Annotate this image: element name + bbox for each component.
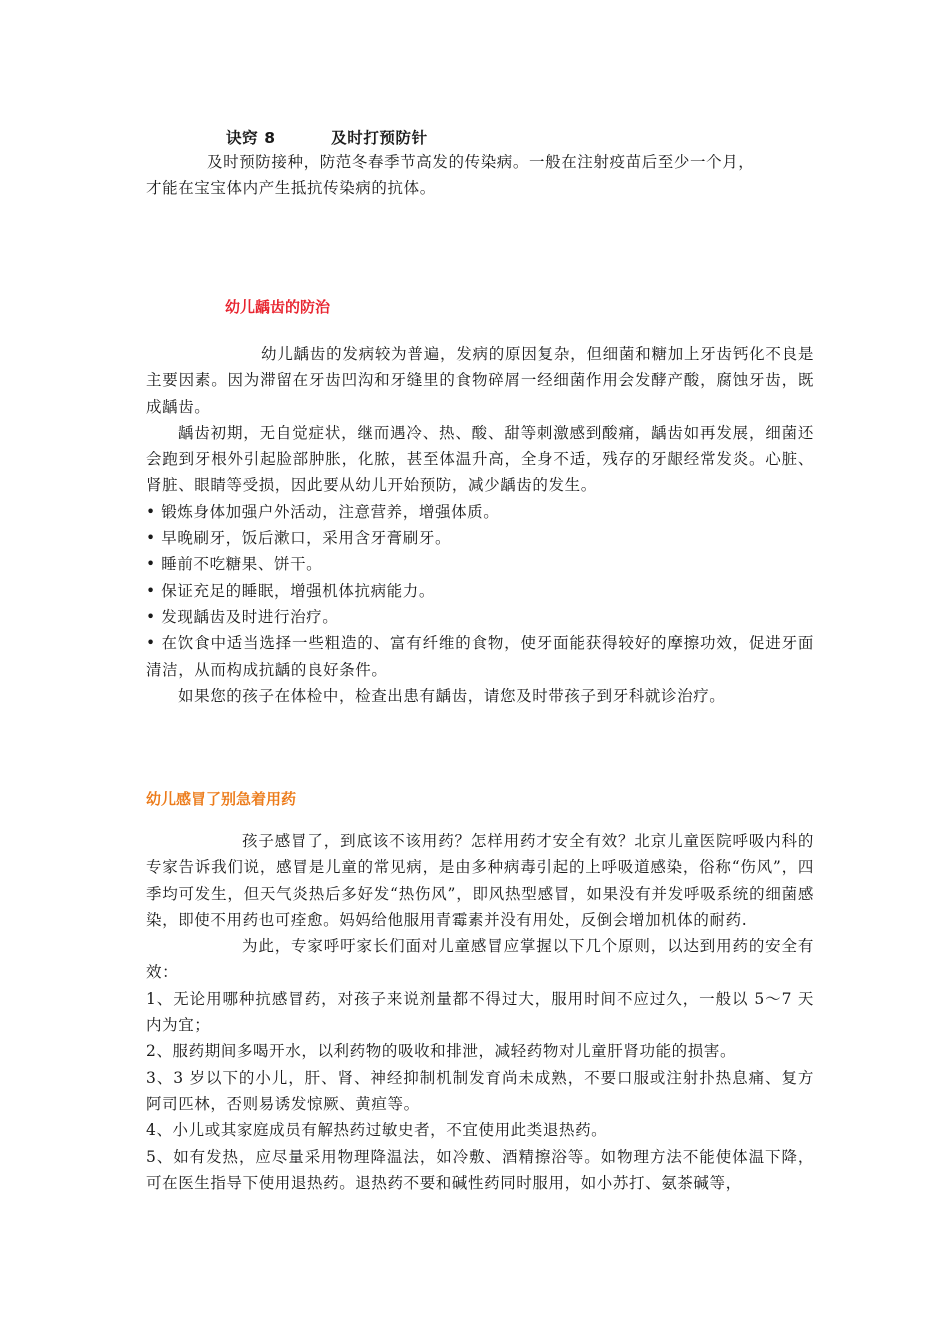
caries-bullet: • 发现龋齿及时进行治疗。 <box>146 607 339 626</box>
tip8-text-line2: 才能在宝宝体内产生抵抗传染病的抗体。 <box>146 179 436 197</box>
cold-body <box>146 828 814 1196</box>
cold-para1: 孩子感冒了，到底该不该用药？怎样用药才安全有效？北京儿童医院呼吸内科的专家告诉我们说，感冒是儿童的常见病，是由多种病毒引起的上呼吸道感染，俗称“伤风”，四季均可发生，但天气炎热后多好发“热伤风”，即风热型感冒，如果没有并发呼吸系统的细菌感染，即使不用药也可痊愈。妈妈给他服用青霉素并没有用处，反倒会增加机体的耐药. <box>146 832 814 929</box>
tip8-title: 及时打预防针 <box>331 129 428 147</box>
caries-heading: 幼儿龋齿的防治 <box>225 298 331 316</box>
tip8-heading <box>226 128 428 148</box>
caries-bullet: • 锻炼身体加强户外活动，注意营养，增强体质。 <box>146 502 500 521</box>
cold-item: 4、小儿或其家庭成员有解热药过敏史者，不宜使用此类退热药。 <box>146 1121 608 1140</box>
caries-bullet: • 在饮食中适当选择一些粗造的、富有纤维的食物，使牙面能获得较好的摩擦功效，促进牙面清洁，从而构成抗龋的良好条件。 <box>146 634 814 679</box>
caries-para1: 幼儿龋齿的发病较为普遍，发病的原因复杂，但细菌和糖加上牙齿钙化不良是主要因素。因为滞留在牙齿凹沟和牙缝里的食物碎屑一经细菌作用会发酵产酸，腐蚀牙齿，既成龋齿。 <box>146 345 814 416</box>
cold-item: 1、无论用哪种抗感冒药，对孩子来说剂量都不得过大，服用时间不应过久，一般以 5～7 天内为宜； <box>146 989 814 1035</box>
cold-item: 3、3 岁以下的小儿，肝、肾、神经抑制机制发育尚未成熟，不要口服或注射扑热息痛、复方阿司匹林，否则易诱发惊厥、黄疸等。 <box>146 1068 814 1113</box>
caries-closing: 如果您的孩子在体检中，检查出患有龋齿，请您及时带孩子到牙科就诊治疗。 <box>178 686 726 705</box>
tip8-text-line1: 及时预防接种，防范冬春季节高发的传染病。一般在注射疫苗后至少一个月， <box>207 153 755 171</box>
cold-item: 5、如有发热，应尽量采用物理降温法，如冷敷、酒精擦浴等。如物理方法不能使体温下降，可在医生指导下使用退热药。退热药不要和碱性药同时服用，如小苏打、氨茶碱等， <box>146 1147 814 1192</box>
caries-body <box>146 341 814 709</box>
cold-item: 2、服药期间多喝开水，以利药物的吸收和排泄，减轻药物对儿童肝肾功能的损害。 <box>146 1042 737 1061</box>
caries-para2: 龋齿初期，无自觉症状，继而遇冷、热、酸、甜等刺激感到酸痛，龋齿如再发展，细菌还会跑到牙根外引起脸部肿胀，化脓，甚至体温升高，全身不适，残存的牙龈经常发炎。心脏、肾脏、眼睛等受损，因此要从幼儿开始预防，减少龋齿的发生。 <box>146 423 814 495</box>
caries-bullet: • 保证充足的睡眠，增强机体抗病能力。 <box>146 581 435 600</box>
caries-bullet: • 早晚刷牙，饭后漱口，采用含牙膏刷牙。 <box>146 529 452 548</box>
cold-heading: 幼儿感冒了别急着用药 <box>146 790 297 808</box>
cold-para2: 为此，专家呼吁家长们面对儿童感冒应掌握以下几个原则，以达到用药的安全有效： <box>146 937 814 982</box>
caries-bullet: • 睡前不吃糖果、饼干。 <box>146 555 323 574</box>
tip8-label: 诀窍 8 <box>226 129 276 147</box>
